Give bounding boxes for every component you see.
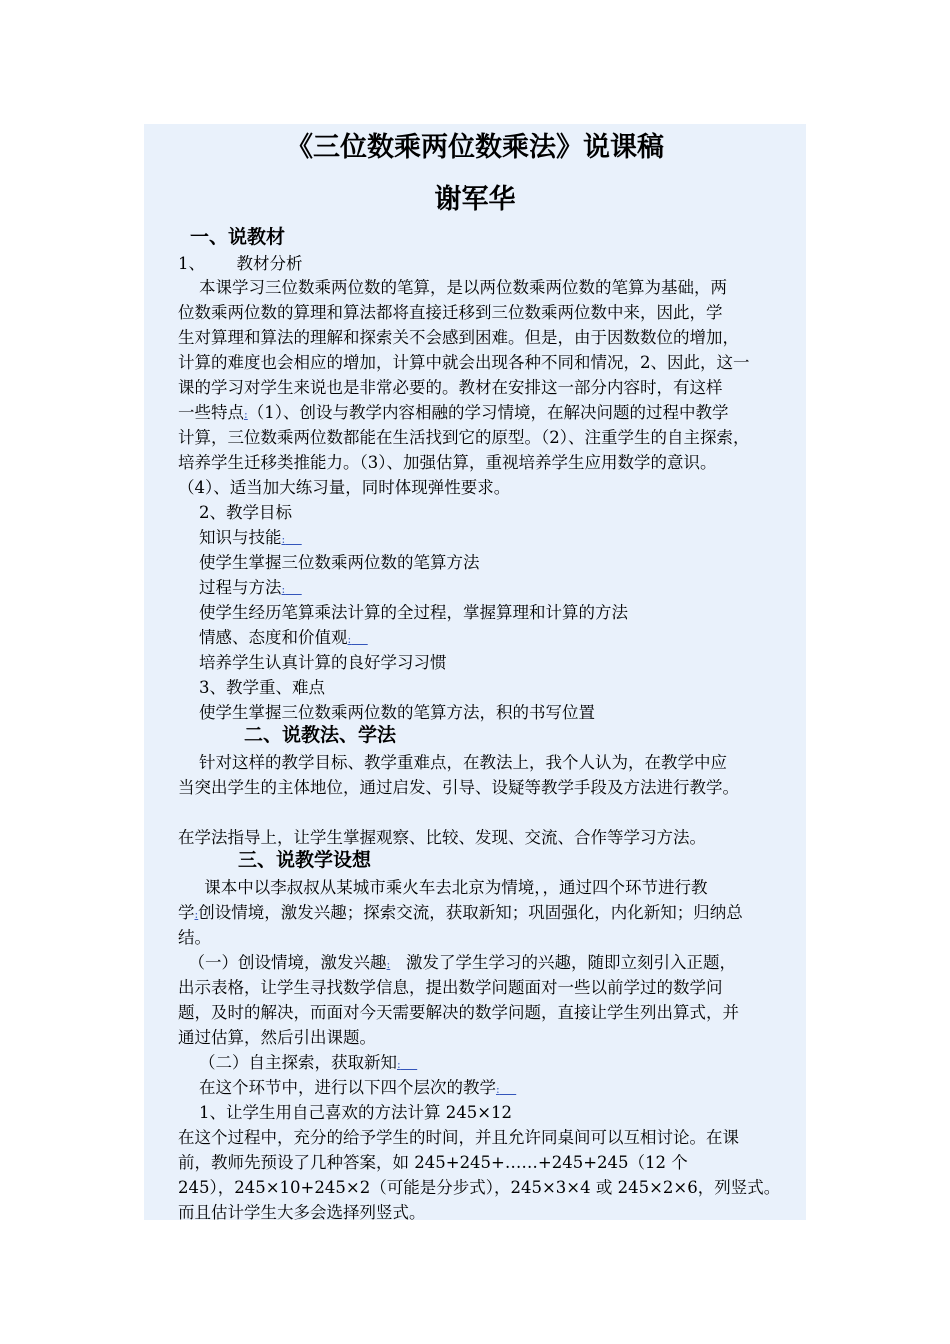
text-line: 结。 bbox=[178, 928, 211, 947]
text-line: 在学法指导上，让学生掌握观察、比较、发现、交流、合作等学习方法。 bbox=[178, 828, 706, 847]
text-line: 1、 教材分析 bbox=[178, 254, 303, 273]
text-segment: 在这个环节中，进行以下四个层次的教学 bbox=[178, 1078, 496, 1097]
text-segment: （二）自主探索，获取新知 bbox=[178, 1053, 397, 1072]
text-segment: 过程与方法 bbox=[178, 578, 282, 597]
text-line: 计算的难度也会相应的增加，计算中就会出现各种不同和情况，2、因此，这一 bbox=[178, 353, 750, 372]
section-heading-three: 三、说教学设想 bbox=[238, 849, 372, 871]
text-line bbox=[178, 1050, 417, 1075]
colon-mark: : bbox=[244, 408, 248, 421]
text-segment: 学 bbox=[178, 903, 195, 922]
colon-mark: : bbox=[386, 958, 391, 971]
colon-mark: : bbox=[194, 908, 199, 921]
text-line: 当突出学生的主体地位，通过启发、引导、设疑等教学手段及方法进行教学。 bbox=[178, 778, 739, 797]
text-line: 通过估算，然后引出课题。 bbox=[178, 1028, 376, 1047]
text-line: 3、教学重、难点 bbox=[178, 678, 325, 697]
colon-mark: : bbox=[495, 1083, 500, 1096]
text-line: 使学生掌握三位数乘两位数的笔算方法 bbox=[178, 553, 480, 572]
colon-mark: : bbox=[281, 583, 286, 596]
colon-mark: : bbox=[347, 633, 352, 646]
text-line: 课的学习对学生来说也是非常必要的。教材在安排这一部分内容时，有这样 bbox=[178, 378, 723, 397]
text-line: 在这个过程中，充分的给予学生的时间，并且允许同桌间可以互相讨论。在课 bbox=[178, 1128, 739, 1147]
text-line: 而且估计学生大多会选择列竖式。 bbox=[178, 1203, 426, 1222]
text-line: 位数乘两位数的算理和算法都将直接迁移到三位数乘两位数中来，因此，学 bbox=[178, 303, 723, 322]
text-line: 245），245×10+245×2（可能是分步式），245×3×4 或 245×2×6，列竖式。 bbox=[178, 1178, 781, 1197]
text-line: 计算，三位数乘两位数都能在生活找到它的原型。（2）、注重学生的自主探索， bbox=[178, 428, 750, 447]
text-line: 2、教学目标 bbox=[178, 503, 292, 522]
document-title: 《三位数乘两位数乘法》说课稿 bbox=[286, 132, 664, 163]
text-line bbox=[178, 950, 736, 975]
text-line bbox=[178, 575, 302, 600]
text-segment: 知识与技能 bbox=[178, 528, 282, 547]
text-line bbox=[178, 400, 728, 425]
text-line: 1、让学生用自己喜欢的方法计算 245×12 bbox=[178, 1103, 513, 1122]
text-line: 题，及时的解决，而面对今天需要解决的数学问题，直接让学生列出算式，并 bbox=[178, 1003, 739, 1022]
text-line bbox=[178, 900, 743, 925]
text-segment: （1）、创设与教学内容相融的学习情境，在解决问题的过程中教学 bbox=[247, 403, 729, 422]
text-line: 针对这样的教学目标、教学重难点，在教法上，我个人认为，在教学中应 bbox=[178, 753, 727, 772]
colon-mark: : bbox=[396, 1058, 401, 1071]
text-segment: 情感、态度和价值观 bbox=[178, 628, 348, 647]
text-line bbox=[178, 525, 302, 550]
text-segment: 创设情境，激发兴趣；探索交流，获取新知；巩固强化，内化新知；归纳总 bbox=[198, 903, 743, 922]
colon-mark: : bbox=[281, 533, 286, 546]
text-line: 培养学生认真计算的良好学习习惯 bbox=[178, 653, 447, 672]
section-heading-one: 一、说教材 bbox=[190, 226, 286, 248]
text-segment: 一些特点 bbox=[178, 403, 244, 422]
text-line: 培养学生迁移类推能力。（3）、加强估算，重视培养学生应用数学的意识。 bbox=[178, 453, 717, 472]
text-line: 出示表格，让学生寻找数学信息，提出数学问题面对一些以前学过的数学问 bbox=[178, 978, 723, 997]
section-heading-two: 二、说教法、学法 bbox=[244, 724, 397, 746]
text-segment: （一）创设情境，激发兴趣 bbox=[178, 953, 387, 972]
text-line: 前，教师先预设了几种答案，如 245+245+……+245+245（12 个 bbox=[178, 1153, 688, 1172]
text-line bbox=[178, 625, 368, 650]
text-line: （4）、适当加大练习量，同时体现弹性要求。 bbox=[178, 478, 511, 497]
text-line: 生对算理和算法的理解和探索关不会感到困难。但是，由于因数数位的增加， bbox=[178, 328, 739, 347]
text-line: 本课学习三位数乘两位数的笔算，是以两位数乘两位数的笔算为基础，两 bbox=[178, 278, 727, 297]
author-name: 谢军华 bbox=[434, 184, 516, 215]
text-line: 使学生经历笔算乘法计算的全过程，掌握算理和计算的方法 bbox=[178, 603, 628, 622]
text-line: 使学生掌握三位数乘两位数的笔算方法，积的书写位置 bbox=[178, 703, 595, 722]
text-segment: 激发了学生学习的兴趣，随即立刻引入正题， bbox=[390, 953, 736, 972]
text-line: 课本中以李叔叔从某城市乘火车去北京为情境，，通过四个环节进行教 bbox=[178, 878, 708, 897]
text-line bbox=[178, 1075, 516, 1100]
